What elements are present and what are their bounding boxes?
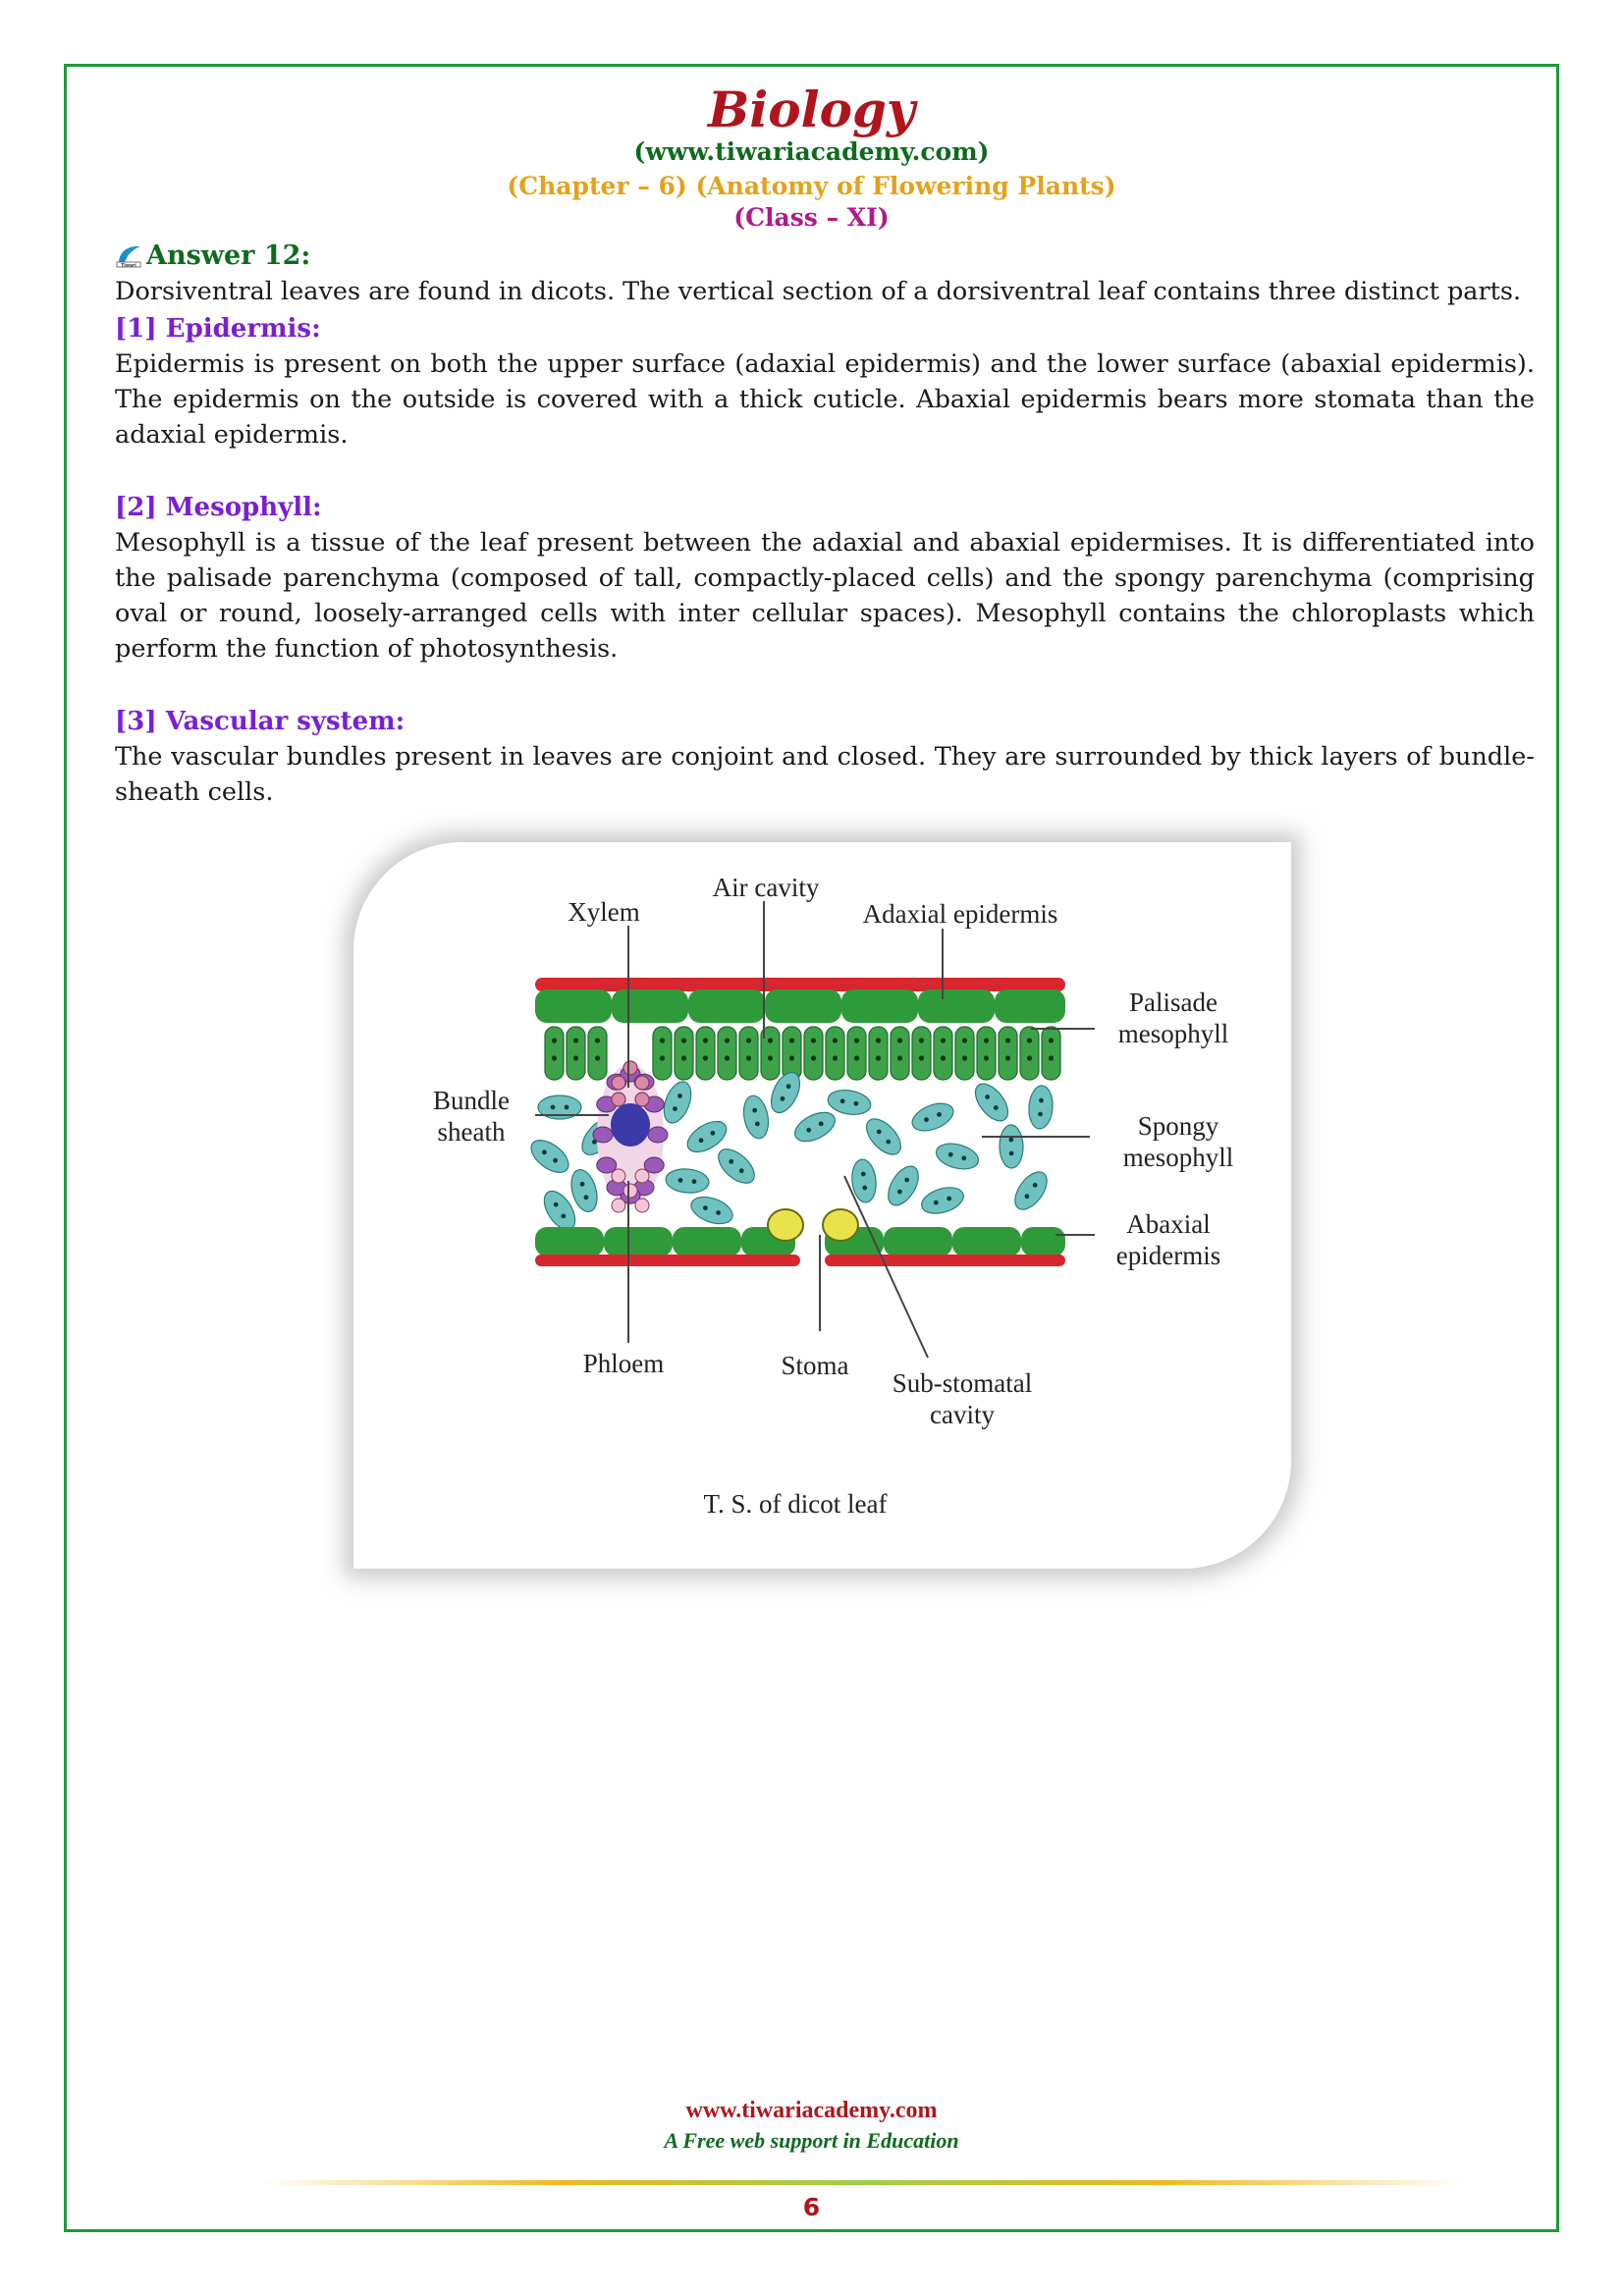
guard-cell-right	[823, 1209, 858, 1241]
label-palisade-1: Palisade	[1129, 988, 1217, 1017]
label-abaxial-2: epidermis	[1115, 1241, 1221, 1270]
tiwari-logo-icon	[115, 243, 142, 269]
lower-cuticle-right	[825, 1255, 1065, 1266]
upper-cuticle	[535, 978, 1065, 991]
label-spongy-2: mesophyll	[1122, 1143, 1234, 1172]
label-phloem: Phloem	[582, 1349, 665, 1378]
label-stoma: Stoma	[781, 1351, 849, 1380]
lower-cuticle-left	[535, 1255, 800, 1266]
label-substomatal-1: Sub-stomatal	[892, 1368, 1033, 1398]
header-chapter: (Chapter – 6) (Anatomy of Flowering Plants)	[507, 172, 1116, 200]
adaxial-epidermis-cells	[535, 989, 1065, 1023]
answer-heading	[115, 239, 1535, 274]
section-text-mesophyll: Mesophyll is a tissue of the leaf present between the adaxial and abaxial epidermises. It is differentiated into the palisade parenchyma (composed of tall, compactly-placed cells) and the spongy parenchyma (comprising oval or round, loosely-arranged cells with inter cellular spaces). Mesophyll contains the chloroplasts which perform the function of photosynthesis.	[115, 528, 1535, 664]
answer-content	[115, 239, 1535, 810]
footer-divider	[260, 2180, 1463, 2185]
answer-intro: Dorsiventral leaves are found in dicots. The vertical section of a dorsiventral leaf contains three distinct parts.	[115, 277, 1522, 306]
leaf-section-svg	[353, 842, 1291, 1569]
svg-text:Tiwari: Tiwari	[121, 263, 136, 269]
figure-caption: T. S. of dicot leaf	[703, 1489, 888, 1519]
section-text-vascular: The vascular bundles present in leaves are conjoint and closed. They are surrounded by thick layers of bundle-sheath cells.	[115, 742, 1535, 807]
header-website: (www.tiwariacademy.com)	[633, 137, 990, 166]
section-heading-vascular: [3] Vascular system:	[115, 707, 406, 736]
header-class: (Class – XI)	[733, 203, 890, 232]
section-heading-epidermis: [1] Epidermis:	[115, 314, 321, 344]
label-adaxial-epidermis: Adaxial epidermis	[862, 899, 1058, 929]
label-air-cavity: Air cavity	[712, 873, 820, 902]
label-xylem: Xylem	[568, 897, 640, 927]
section-heading-mesophyll: [2] Mesophyll:	[115, 493, 322, 522]
guard-cell-left	[768, 1209, 803, 1241]
label-bundle-1: Bundle	[433, 1086, 510, 1115]
label-abaxial-1: Abaxial	[1126, 1209, 1211, 1239]
label-substomatal-2: cavity	[930, 1400, 995, 1429]
dicot-leaf-diagram	[353, 842, 1291, 1569]
page-number: 6	[802, 2193, 821, 2221]
section-text-epidermis: Epidermis is present on both the upper surface (adaxial epidermis) and the lower surface (abaxial epidermis). The epidermis on the outside is covered with a thick cuticle. Abaxial epidermis bears more stomata than the adaxial epidermis.	[115, 349, 1535, 450]
label-bundle-2: sheath	[437, 1117, 506, 1147]
vascular-bundle	[593, 1061, 668, 1212]
footer-website: www.tiwariacademy.com	[685, 2098, 938, 2123]
label-palisade-2: mesophyll	[1117, 1019, 1229, 1048]
footer-tagline: A Free web support in Education	[664, 2128, 959, 2153]
label-spongy-1: Spongy	[1137, 1111, 1219, 1141]
subject-title: Biology	[708, 80, 915, 138]
answer-heading-text: Answer 12:	[146, 240, 311, 271]
